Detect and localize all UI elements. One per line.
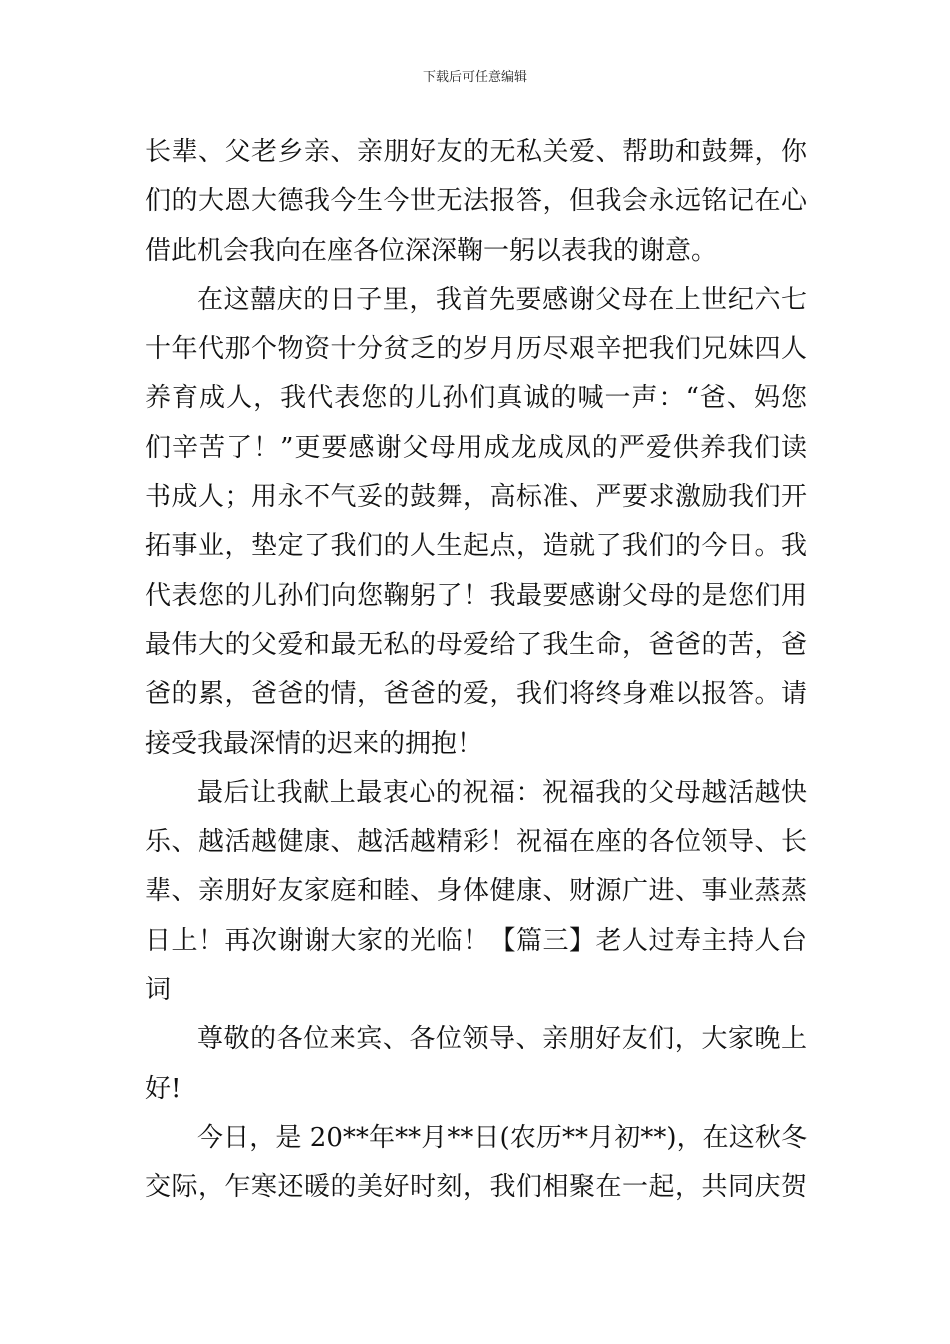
text-line: 交际，乍寒还暖的美好时刻，我们相聚在一起，共同庆贺 <box>145 1172 807 1203</box>
text-line: 十年代那个物资十分贫乏的岁月历尽艰辛把我们兄妹四人 <box>145 334 807 365</box>
text-line: 长辈、父老乡亲、亲朋好友的无私关爱、帮助和鼓舞，你 <box>145 137 807 167</box>
text-line: 尊敬的各位来宾、各位领导、亲朋好友们，大家晚上 <box>197 1024 807 1055</box>
text-line: 接受我最深情的迟来的拥抱！ <box>145 728 484 759</box>
text-line: 辈、亲朋好友家庭和睦、身体健康、财源广进、事业蒸蒸 <box>145 876 807 907</box>
text-line: 最伟大的父爱和最无私的母爱给了我生命，爸爸的苦，爸 <box>145 629 807 660</box>
text-line: 养育成人，我代表您的儿孙们真诚的喊一声：“爸、妈您 <box>145 383 807 414</box>
page-header: 下载后可任意编辑 <box>422 70 527 85</box>
text-line: 最后让我献上最衷心的祝福：祝福我的父母越活越快 <box>197 777 807 808</box>
text-line: 们的大恩大德我今生今世无法报答，但我会永远铭记在心 <box>145 186 807 217</box>
text-line: 词 <box>145 975 172 1006</box>
text-line: 日上！再次谢谢大家的光临！【篇三】老人过寿主持人台 <box>145 925 807 956</box>
text-line: 今日，是 20**年**月**日(农历**月初**)，在这秋冬 <box>197 1122 807 1153</box>
text-line: 在这囍庆的日子里，我首先要感谢父母在上世纪六七 <box>197 284 807 315</box>
document-body <box>145 128 807 1213</box>
text-line: 爸的累，爸爸的情，爸爸的爱，我们将终身难以报答。请 <box>145 679 807 710</box>
text-line: 们辛苦了！”更要感谢父母用成龙成凤的严爱供养我们读 <box>145 432 807 463</box>
text-line: 书成人；用永不气妥的鼓舞，高标准、严要求激励我们开 <box>145 482 807 513</box>
text-line: 拓事业，垫定了我们的人生起点，造就了我们的今日。我 <box>145 531 807 562</box>
text-line: 乐、越活越健康、越活越精彩！祝福在座的各位领导、长 <box>145 827 807 858</box>
text-line: 借此机会我向在座各位深深鞠一躬以表我的谢意。 <box>145 235 718 266</box>
text-line: 代表您的儿孙们向您鞠躬了！我最要感谢父母的是您们用 <box>145 580 807 611</box>
text-line: 好! <box>145 1073 182 1104</box>
